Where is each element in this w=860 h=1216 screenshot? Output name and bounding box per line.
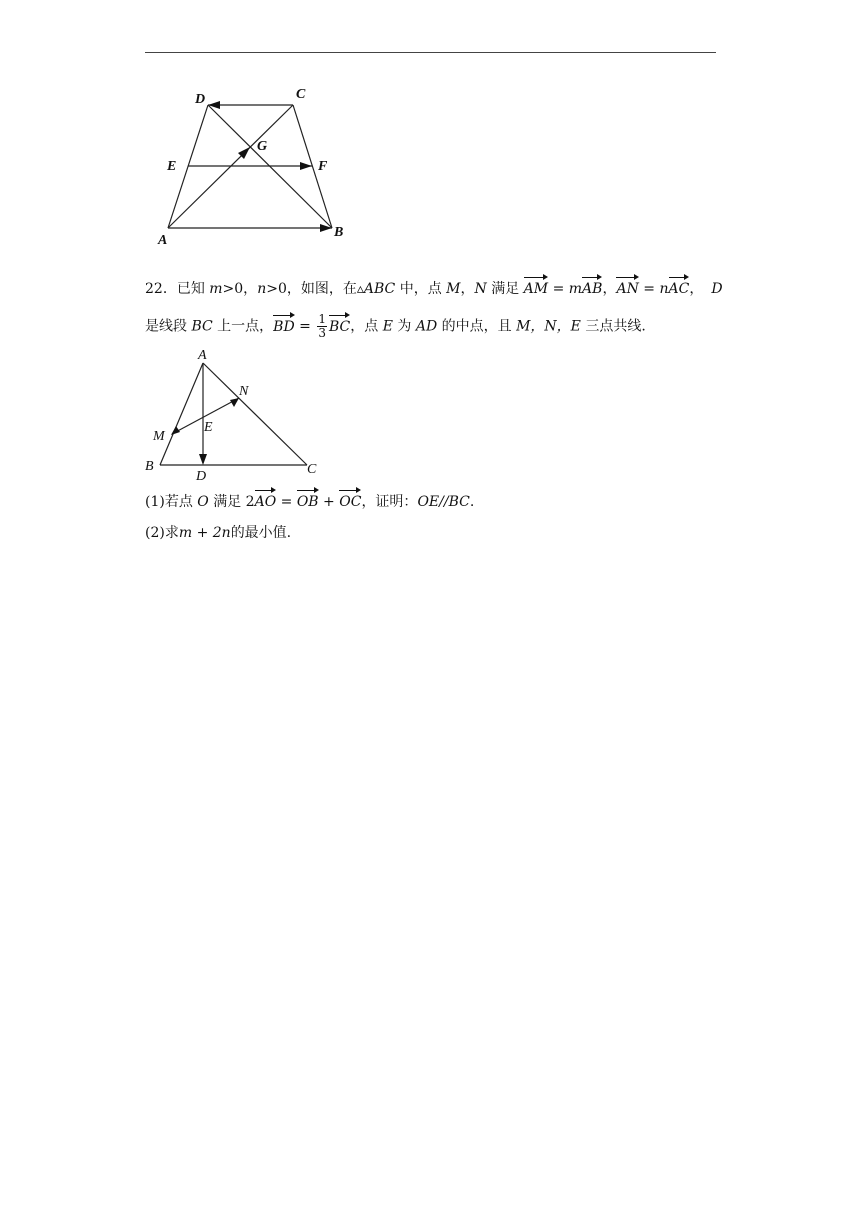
label-E: E	[167, 159, 177, 174]
problem-22-part-1: (1)若点 O 满足 2AO = OB + OC，证明：OE//BC.	[145, 489, 474, 512]
vector-AC: AC	[669, 276, 690, 299]
label-N: N	[239, 384, 249, 399]
label-F: F	[318, 159, 328, 174]
segment-AC	[203, 363, 307, 465]
arrow-B	[320, 224, 332, 232]
vector-AB: AB	[582, 276, 602, 299]
label-M: M	[153, 429, 165, 444]
arrow-F	[300, 162, 312, 170]
label-D: D	[196, 469, 207, 482]
label-G: G	[257, 139, 268, 154]
figure-trapezoid	[150, 80, 360, 250]
header-rule	[145, 52, 716, 53]
problem-22-line-2: 是线段 BC 上一点，BD = $\frac{1}{3}$ BC，点 E 为 AD 的中点，且 M，N，E 三点共线.	[145, 312, 646, 340]
vector-OB: OB	[297, 489, 319, 512]
arrow-D	[199, 454, 207, 465]
label-C: C	[307, 462, 317, 477]
label-E: E	[204, 420, 213, 435]
vector-BD: BD	[273, 314, 295, 337]
vector-AM: AM	[524, 276, 548, 299]
segment-AB	[160, 363, 203, 465]
label-C: C	[296, 87, 306, 102]
problem-22-part-2: (2)求m + 2n的最小值.	[145, 525, 292, 541]
vector-OC: OC	[339, 489, 361, 512]
label-A: A	[198, 348, 207, 363]
arrow-M	[171, 426, 180, 435]
label-B: B	[334, 225, 344, 240]
vector-AO: AO	[255, 489, 277, 512]
problem-22-line-1: 22．已知 m>0，n>0，如图，在▵ABC 中，点 M，N 满足 AM = mAB，AN = nAC， D	[145, 276, 723, 299]
figure-triangle	[142, 346, 332, 482]
vector-AN: AN	[616, 276, 638, 299]
label-D: D	[195, 92, 206, 107]
fraction-one-third: $\frac{1}{3}$	[318, 312, 326, 340]
label-B: B	[145, 459, 154, 474]
vector-BC: BC	[329, 314, 350, 337]
arrow-D	[208, 101, 220, 109]
label-A: A	[158, 233, 168, 248]
